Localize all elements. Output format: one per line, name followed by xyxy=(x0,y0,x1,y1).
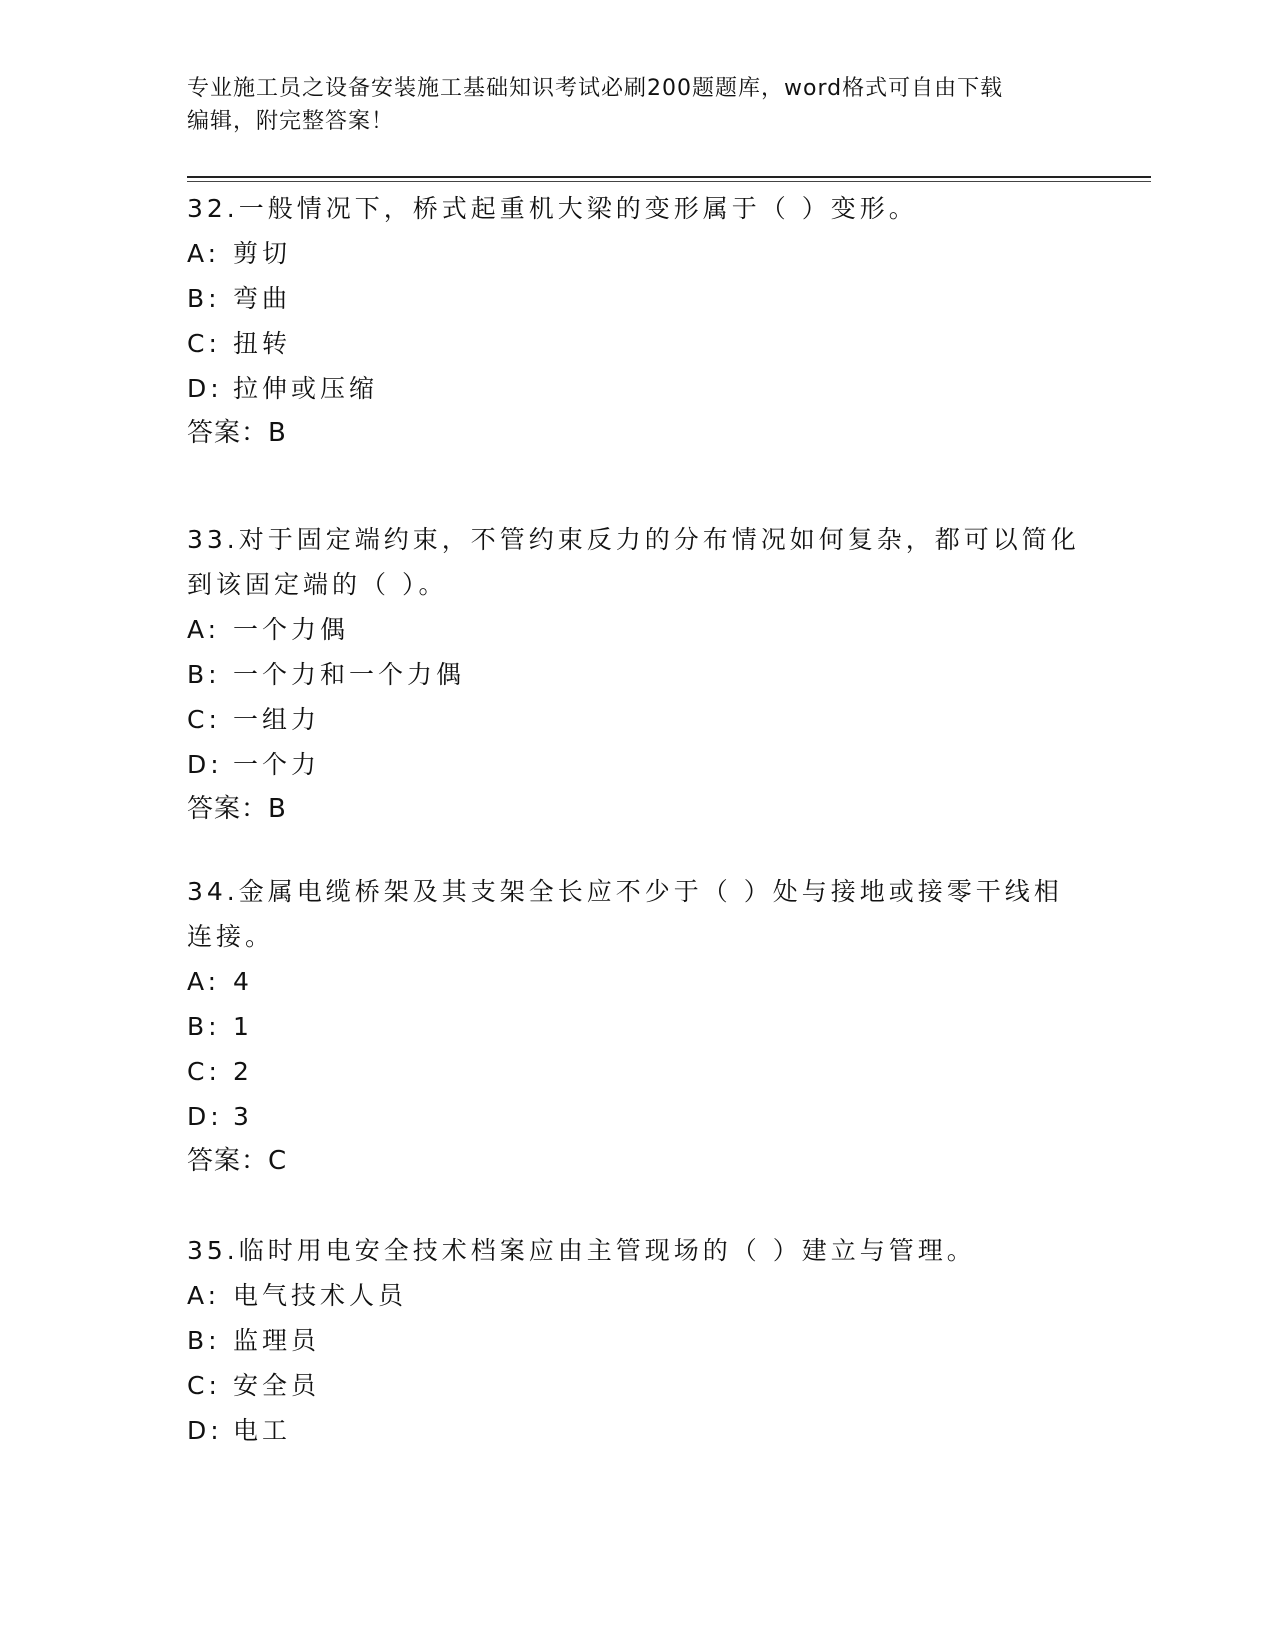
option-letter: A: xyxy=(187,967,221,996)
question-stem-line-2: 到该固定端的（ ）。 xyxy=(187,570,448,599)
answer-label: 答案：C xyxy=(187,1146,288,1176)
option-text: 剪切 xyxy=(233,239,292,268)
option-text: 弯曲 xyxy=(233,284,292,313)
question-stem: 35.临时用电安全技术档案应由主管现场的（ ）建立与管理。 xyxy=(187,1236,976,1265)
option-c xyxy=(187,1049,1087,1094)
document-header xyxy=(187,72,1067,138)
option-d xyxy=(187,366,1087,411)
option-letter: D: xyxy=(187,750,223,779)
option-text: 4 xyxy=(233,967,253,996)
question-34 xyxy=(187,869,1087,1184)
option-text: 电工 xyxy=(233,1416,292,1445)
answer-label: 答案：B xyxy=(187,418,287,448)
option-letter: A: xyxy=(187,615,221,644)
option-letter: D: xyxy=(187,1416,223,1445)
option-letter: B: xyxy=(187,1326,221,1355)
option-a xyxy=(187,959,1087,1004)
option-b xyxy=(187,1004,1087,1049)
question-35 xyxy=(187,1228,1087,1453)
question-stem-line-1: 33.对于固定端约束，不管约束反力的分布情况如何复杂，都可以简化 xyxy=(187,525,1080,554)
question-stem-line-2: 连接。 xyxy=(187,922,275,951)
option-letter: C: xyxy=(187,1057,221,1086)
option-text: 拉伸或压缩 xyxy=(233,374,379,403)
option-b xyxy=(187,652,1087,697)
header-line-2: 编辑，附完整答案！ xyxy=(187,109,395,134)
question-stem: 32.一般情况下，桥式起重机大梁的变形属于（ ）变形。 xyxy=(187,194,918,223)
header-divider-thin xyxy=(187,181,1151,182)
option-text: 安全员 xyxy=(233,1371,321,1400)
option-text: 扭转 xyxy=(233,329,292,358)
question-stem-line-1: 34.金属电缆桥架及其支架全长应不少于（ ）处与接地或接零干线相 xyxy=(187,877,1063,906)
option-letter: C: xyxy=(187,705,221,734)
option-c xyxy=(187,1363,1087,1408)
option-b xyxy=(187,1318,1087,1363)
option-text: 一个力和一个力偶 xyxy=(233,660,466,689)
question-33 xyxy=(187,517,1087,832)
option-c xyxy=(187,321,1087,366)
header-line-1: 专业施工员之设备安装施工基础知识考试必刷200题题库，word格式可自由下载 xyxy=(187,76,1004,101)
option-letter: D: xyxy=(187,374,223,403)
option-d xyxy=(187,742,1087,787)
option-text: 1 xyxy=(233,1012,253,1041)
answer-label: 答案：B xyxy=(187,794,287,824)
option-text: 3 xyxy=(233,1102,253,1131)
option-c xyxy=(187,697,1087,742)
option-letter: C: xyxy=(187,1371,221,1400)
option-d xyxy=(187,1408,1087,1453)
option-text: 电气技术人员 xyxy=(233,1281,408,1310)
option-text: 一组力 xyxy=(233,705,321,734)
option-d xyxy=(187,1094,1087,1139)
option-a xyxy=(187,607,1087,652)
header-divider-thick xyxy=(187,176,1151,178)
option-letter: D: xyxy=(187,1102,223,1131)
option-letter: A: xyxy=(187,1281,221,1310)
option-text: 2 xyxy=(233,1057,253,1086)
question-32 xyxy=(187,186,1087,456)
option-letter: B: xyxy=(187,284,221,313)
option-letter: C: xyxy=(187,329,221,358)
option-letter: B: xyxy=(187,660,221,689)
option-letter: A: xyxy=(187,239,221,268)
option-letter: B: xyxy=(187,1012,221,1041)
option-text: 监理员 xyxy=(233,1326,321,1355)
option-a xyxy=(187,231,1087,276)
option-text: 一个力偶 xyxy=(233,615,350,644)
option-a xyxy=(187,1273,1087,1318)
option-text: 一个力 xyxy=(233,750,321,779)
option-b xyxy=(187,276,1087,321)
